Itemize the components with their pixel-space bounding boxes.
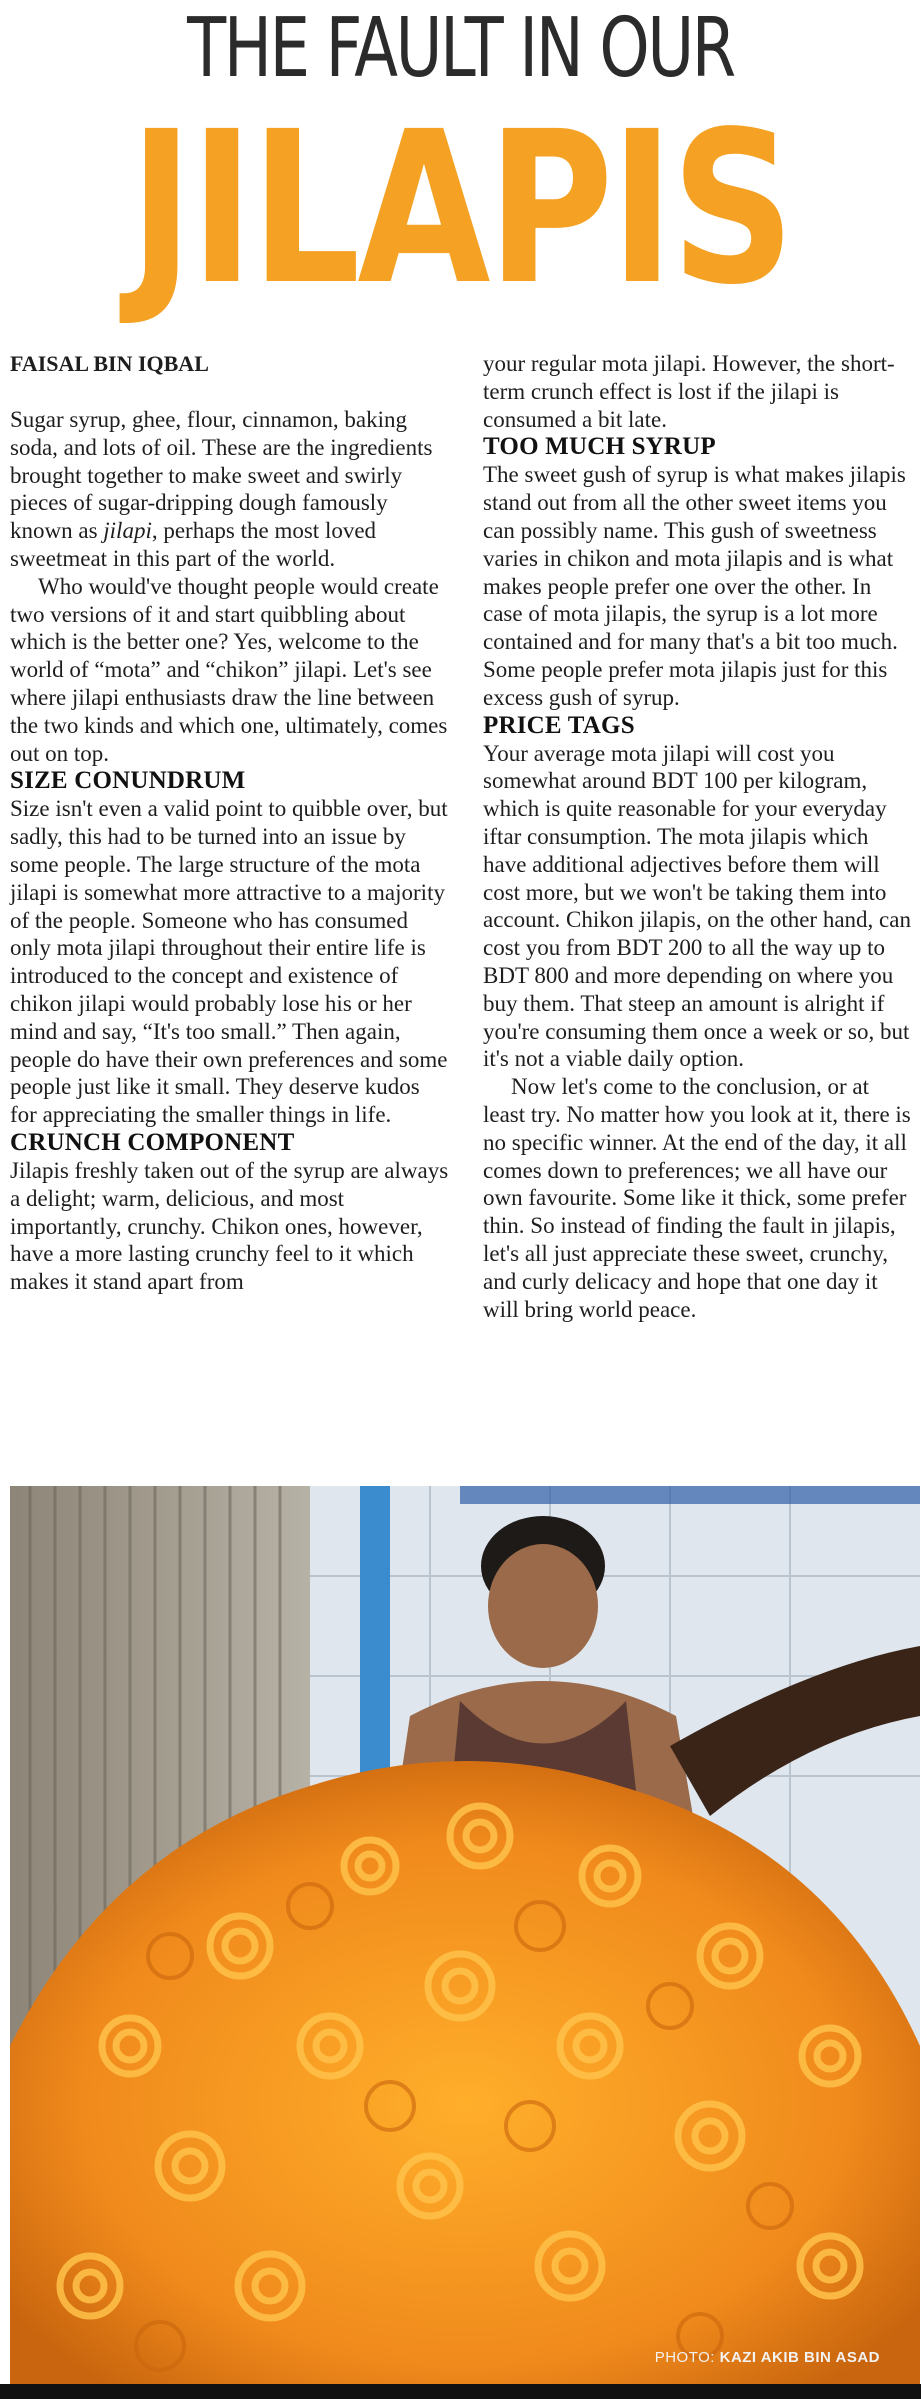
decorative-tile-band [460, 1486, 920, 1504]
heading-too-much-syrup: TOO MUCH SYRUP [483, 433, 716, 461]
article-column-left [10, 350, 450, 1296]
intro-paragraph-2: Who would've thought people would create two versions of it and start quibbling about which is the better one? Yes, welcome to the world of “mota” and “chikon” jilapi. Let's see where jilapi enthusiasts draw the line between the two kinds and which one, ultimately, comes out on top. [10, 573, 448, 766]
bottom-border [0, 2384, 921, 2399]
headline-top: THE FAULT IN OUR [187, 1, 734, 96]
size-paragraph: Size isn't even a valid point to quibble over, but sadly, this had to be turned into an issue by some people. The large structure of the mota jilapi is somewhat more attractive to a majority of the people. Someone who has consumed only mota jilapi throughout their entire life is introduced to the concept and existence of chikon jilapi would probably lose his or her mind and say, “It's too small.” Then again, people do have their own preferences and some people just like it small. They deserve kudos for appreciating the smaller things in life. [10, 796, 448, 1128]
crunch-paragraph-b: your regular mota jilapi. However, the short-term crunch effect is lost if the jilapi is consumed a bit late. [483, 351, 895, 432]
crunch-paragraph-a: Jilapis freshly taken out of the syrup are always a delight; warm, delicious, and most importantly, crunchy. Chikon ones, however, have a more lasting crunchy feel to it which makes it stand apart from [10, 1157, 449, 1295]
heading-crunch-component: CRUNCH COMPONENT [10, 1128, 295, 1156]
headline-main: JILAPIS [129, 86, 792, 331]
person-face [488, 1544, 598, 1668]
price-paragraph: Your average mota jilapi will cost you somewhat around BDT 100 per kilogram, which is quite reasonable for your everyday iftar consumption. The mota jilapis which have additional adjectives before them will cost more, but we won't be taking them into account. Chikon jilapis, on the other hand, can cost you from BDT 200 to all the way up to BDT 800 and more depending on where you buy them. That steep an amount is alright if you're consuming them once a week or so, but it's not a viable daily option. [483, 740, 911, 1072]
intro-paragraph-1: Sugar syrup, ghee, flour, cinnamon, baking soda, and lots of oil. These are the ingredients brought together to make sweet and swirly pieces of sugar-dripping dough famously known as jilapi, perhaps the most loved sweetmeat in this part of the world. [10, 407, 433, 571]
photo-credit: PHOTO: KAZI AKIB BIN ASAD [654, 2349, 880, 2366]
syrup-paragraph: The sweet gush of syrup is what makes jilapis stand out from all the other sweet items you can possibly name. This gush of sweetness varies in chikon and mota jilapis and is what makes people prefer one over the other. In case of mota jilapis, the syrup is a lot more contained and for many that's a bit too much. Some people prefer mota jilapis just for this excess gush of syrup. [483, 462, 906, 710]
conclusion-paragraph: Now let's come to the conclusion, or at least try. No matter how you look at it, there is no specific winner. At the end of the day, it all comes down to preferences; we all have our own favourite. Some like it thick, some prefer thin. So instead of finding the fault in jilapis, let's all just appreciate these sweet, crunchy, and curly delicacy and hope that one day it will bring world peace. [483, 1074, 911, 1322]
jilapi-photo [10, 1486, 920, 2384]
heading-size-conundrum: SIZE CONUNDRUM [10, 767, 246, 795]
article-column-right [483, 350, 913, 1323]
heading-price-tags: PRICE TAGS [483, 711, 635, 739]
jilapi-italic: jilapi [103, 518, 152, 544]
jilapi-photo-illustration [10, 1486, 920, 2384]
byline: FAISAL BIN IQBAL [10, 351, 209, 376]
